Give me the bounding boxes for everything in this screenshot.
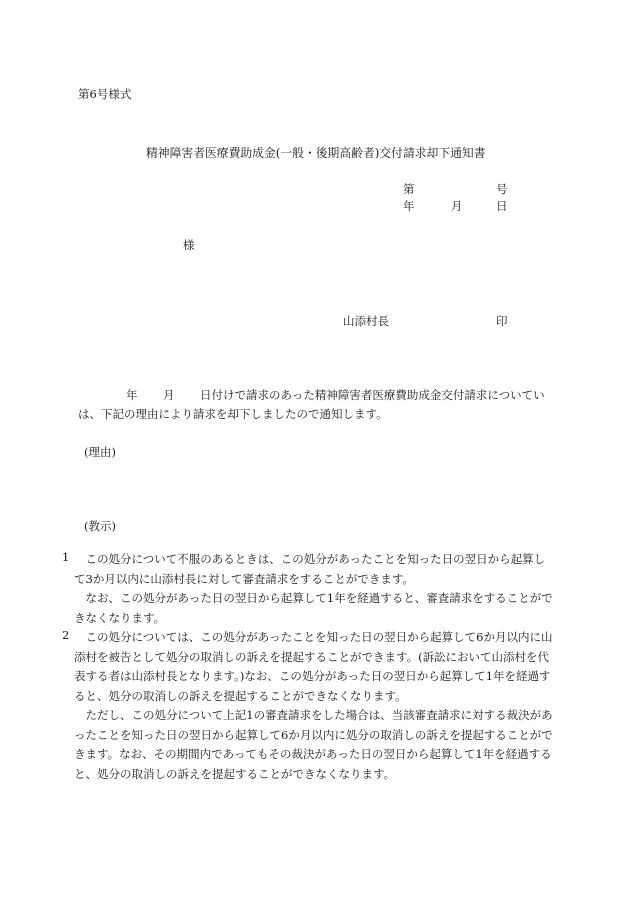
issuer-name: 山添村長	[343, 314, 389, 328]
body-text-line1: 日付けで請求のあった精神障害者医療費助成金交付請求についてい	[200, 388, 545, 402]
body-date-year: 年	[126, 388, 138, 402]
instruction-paragraph: なお、この処分があった日の翌日から起算して1年を経過すると、審査請求をすることができなくなります。	[74, 591, 553, 625]
form-number: 第6号様式	[78, 87, 132, 101]
document-title: 精神障害者医療費助成金(一般・後期高齢者)交付請求却下通知書	[146, 146, 486, 160]
doc-number-suffix: 号	[496, 182, 508, 196]
instruction-body	[74, 550, 556, 628]
recipient-honorific: 様	[183, 238, 195, 252]
body-date-month: 月	[163, 388, 175, 402]
issuer-seal: 印	[496, 314, 508, 328]
instruction-body	[74, 628, 556, 784]
doc-date-day: 日	[496, 199, 508, 213]
doc-number-prefix: 第	[403, 182, 415, 196]
instruction-paragraph: ただし、この処分について上記1の審査請求をした場合は、当該審査請求に対する裁決があったことを知った日の翌日から起算して6か月以内に処分の取消しの訴えを提起することができます。なお、その期間内であってもその裁決があった日の翌日から起算して1年を経過すると、処分の取消しの訴えを提起することができなくなります。	[74, 708, 553, 781]
doc-date-year: 年	[403, 199, 415, 213]
instruction-item-1	[62, 550, 556, 628]
instruction-item-2	[62, 628, 556, 784]
instruction-number: 1	[62, 550, 70, 564]
instruction-heading: (教示)	[84, 519, 116, 533]
body-text-line2: は、下記の理由により請求を却下しましたので通知します。	[78, 407, 388, 421]
instruction-paragraph: この処分について不服のあるときは、この処分があったことを知った日の翌日から起算して3か月以内に山添村長に対して審査請求をすることができます。	[74, 552, 546, 586]
reason-heading: (理由)	[84, 445, 116, 459]
doc-date-month: 月	[451, 199, 463, 213]
instruction-paragraph: この処分については、この処分があったことを知った日の翌日から起算して6か月以内に山添村を被告として処分の取消しの訴えを提起することができます。(訴訟において山添村を代表する者は山添村長となります。)なお、この処分があった日の翌日から起算して1年を経過すると、処分の取消しの訴えを提起することができなくなります。	[74, 630, 553, 703]
instruction-number: 2	[62, 628, 70, 642]
